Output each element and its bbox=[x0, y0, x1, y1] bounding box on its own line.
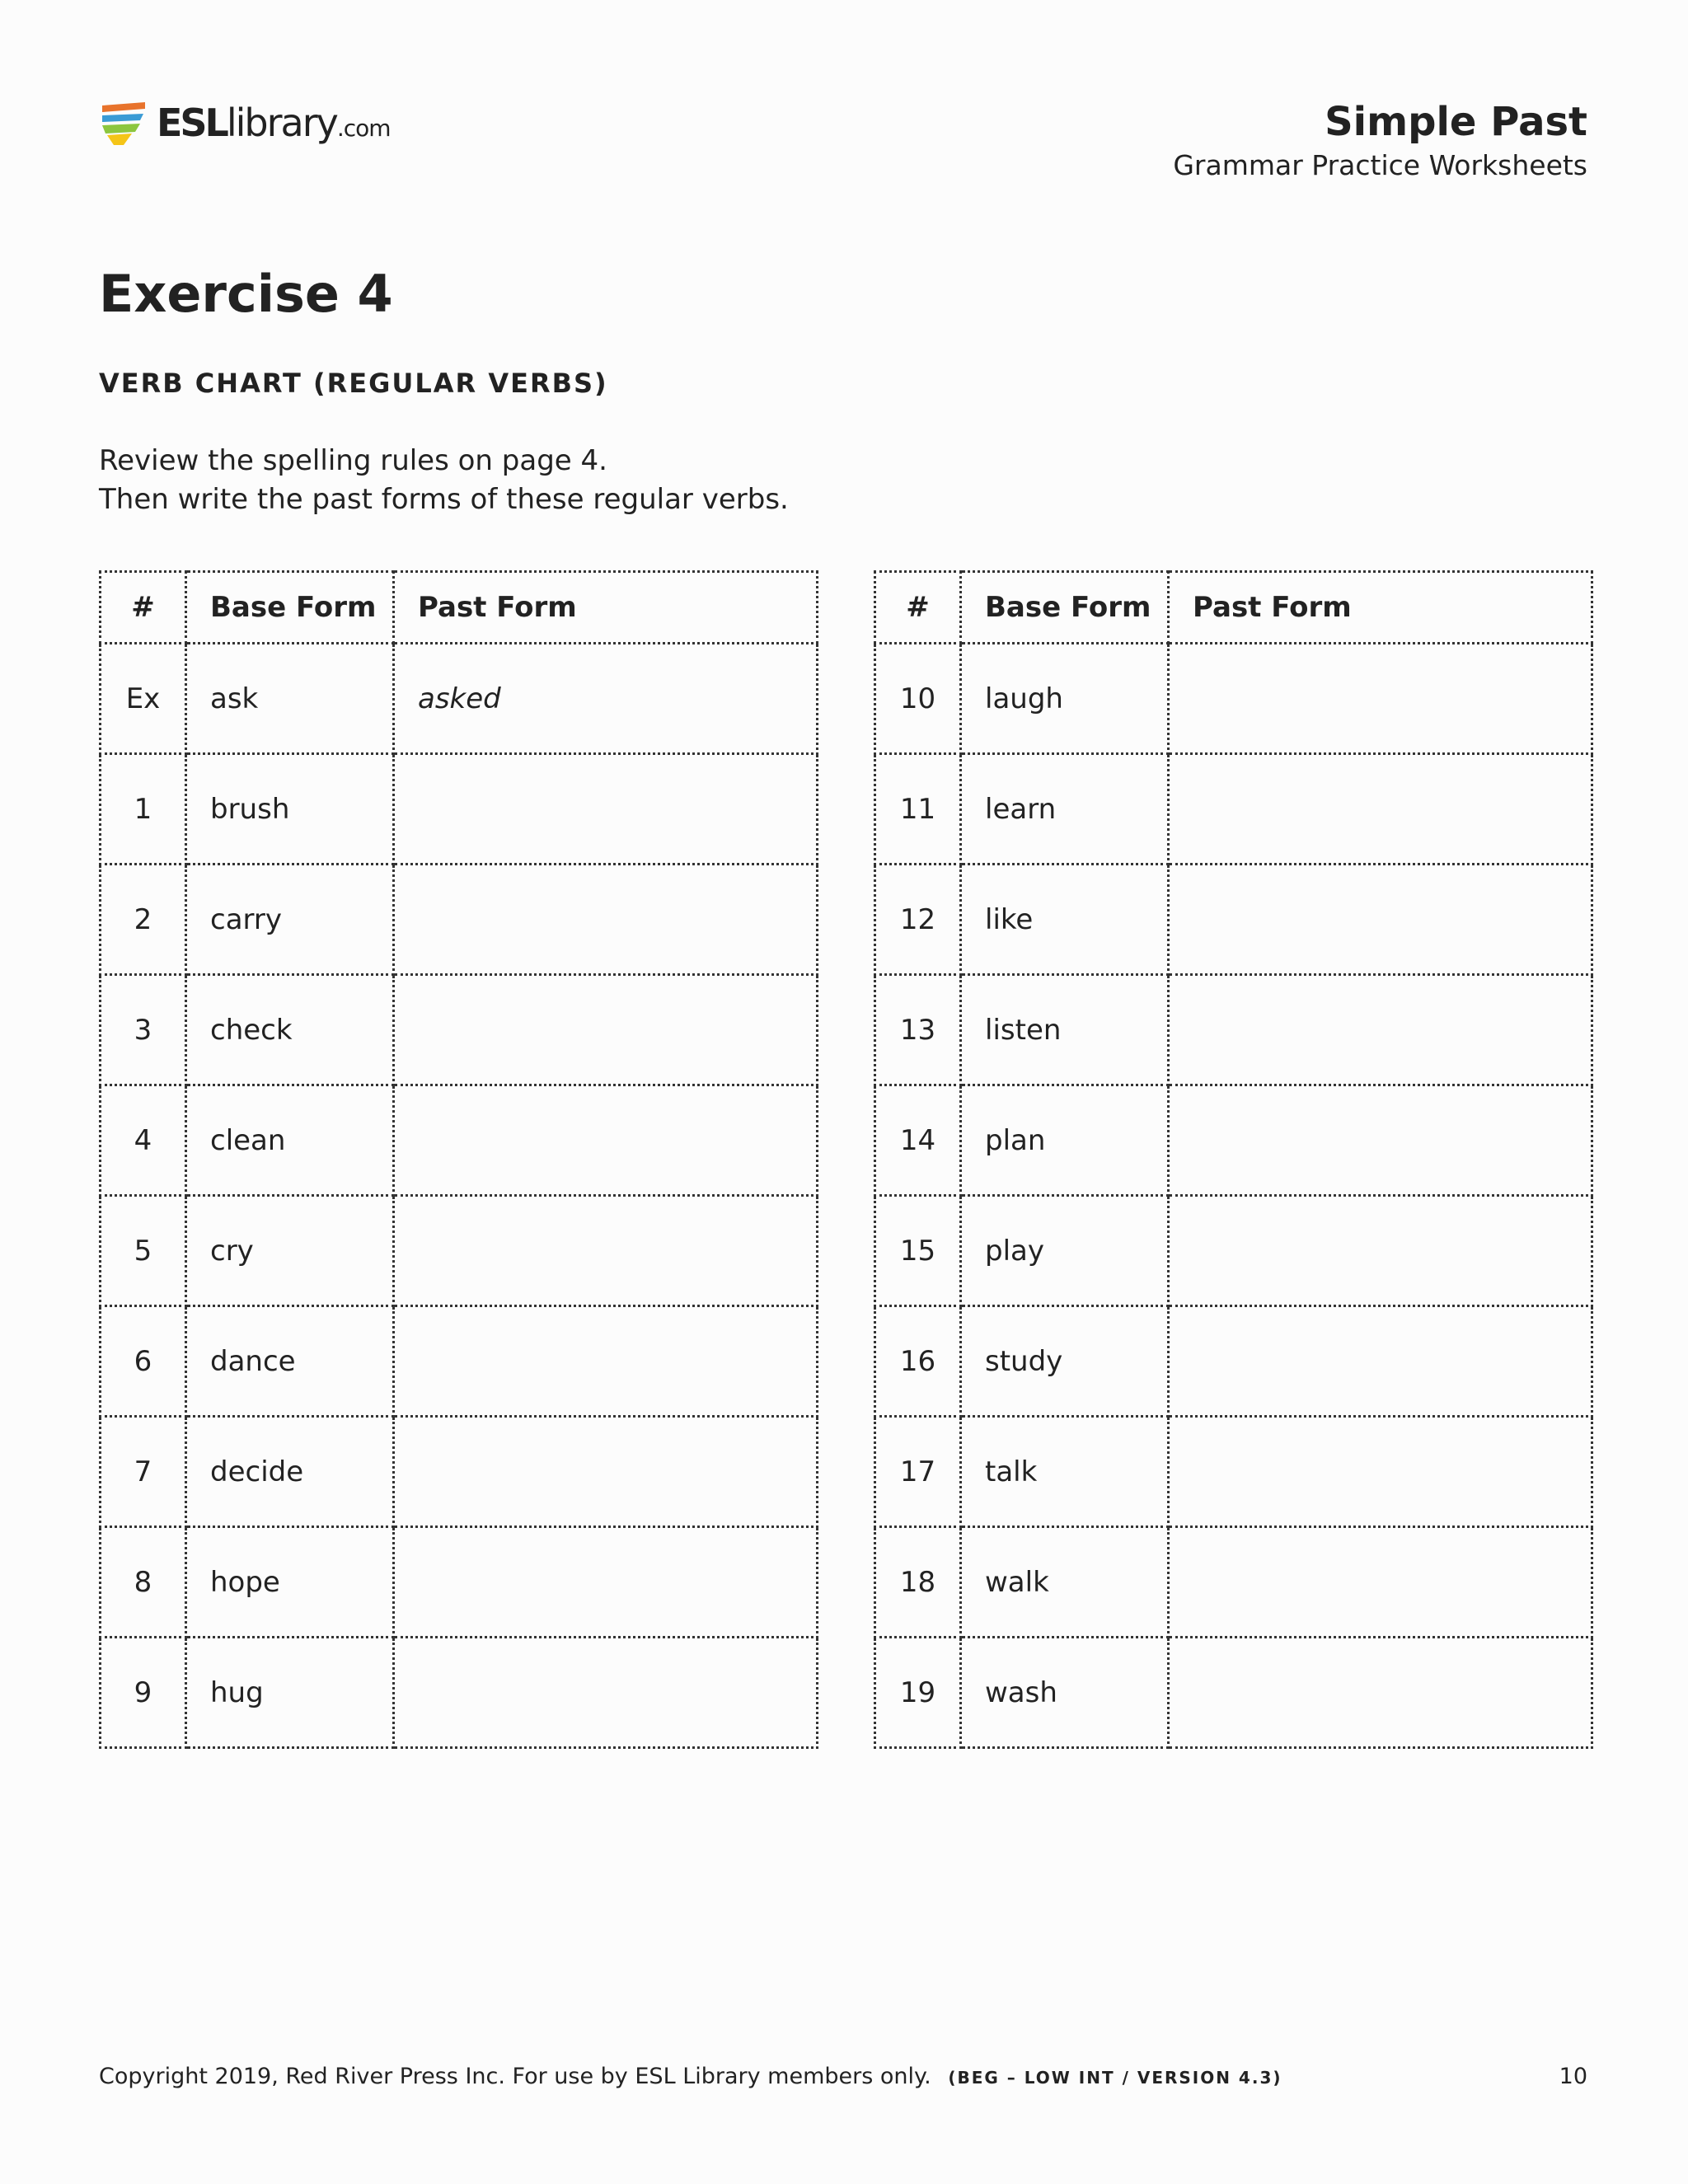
answer-cell[interactable] bbox=[1169, 1638, 1592, 1748]
row-number: 17 bbox=[875, 1417, 961, 1527]
table-row bbox=[101, 865, 818, 975]
answer-cell[interactable] bbox=[1169, 1527, 1592, 1638]
row-number: 7 bbox=[101, 1417, 186, 1527]
base-form-cell: study bbox=[961, 1306, 1169, 1417]
footer-copyright bbox=[99, 2064, 1282, 2089]
table-row bbox=[875, 1306, 1592, 1417]
row-number: 10 bbox=[875, 644, 961, 754]
table-row bbox=[875, 1527, 1592, 1638]
row-number: 14 bbox=[875, 1085, 961, 1196]
row-number: 8 bbox=[101, 1527, 186, 1638]
esl-library-logo bbox=[99, 97, 391, 148]
answer-cell[interactable] bbox=[394, 1306, 818, 1417]
level-version-label: (BEG – LOW INT / VERSION 4.3) bbox=[948, 2068, 1282, 2088]
table-row bbox=[875, 754, 1592, 865]
column-header-past-form: Past Form bbox=[394, 572, 818, 644]
answer-cell[interactable] bbox=[1169, 865, 1592, 975]
instruction-line: Review the spelling rules on page 4. bbox=[99, 444, 607, 477]
table-row bbox=[875, 1638, 1592, 1748]
base-form-cell: walk bbox=[961, 1527, 1169, 1638]
table-row bbox=[101, 1085, 818, 1196]
row-number: 12 bbox=[875, 865, 961, 975]
row-number: 3 bbox=[101, 975, 186, 1085]
table-header-row bbox=[101, 572, 818, 644]
base-form-cell: wash bbox=[961, 1638, 1169, 1748]
answer-cell[interactable] bbox=[1169, 1085, 1592, 1196]
answer-cell[interactable] bbox=[394, 1085, 818, 1196]
base-form-cell: plan bbox=[961, 1085, 1169, 1196]
table-row bbox=[101, 1417, 818, 1527]
row-number: 16 bbox=[875, 1306, 961, 1417]
table-row bbox=[101, 1527, 818, 1638]
copyright-text: Copyright 2019, Red River Press Inc. For use by ESL Library members only. bbox=[99, 2064, 931, 2089]
base-form-cell: decide bbox=[186, 1417, 394, 1527]
document-subtitle: Grammar Practice Worksheets bbox=[1173, 148, 1587, 181]
table-header-row bbox=[875, 572, 1592, 644]
row-number: 13 bbox=[875, 975, 961, 1085]
column-header-number: # bbox=[101, 572, 186, 644]
table-row bbox=[875, 975, 1592, 1085]
answer-cell[interactable] bbox=[1169, 1306, 1592, 1417]
answer-cell[interactable] bbox=[394, 1196, 818, 1306]
exercise-title: Exercise 4 bbox=[99, 264, 393, 324]
base-form-cell: talk bbox=[961, 1417, 1169, 1527]
row-number: 11 bbox=[875, 754, 961, 865]
table-row bbox=[101, 1638, 818, 1748]
answer-cell[interactable] bbox=[1169, 975, 1592, 1085]
row-number: 5 bbox=[101, 1196, 186, 1306]
base-form-cell: dance bbox=[186, 1306, 394, 1417]
table-row bbox=[101, 754, 818, 865]
base-form-cell: clean bbox=[186, 1085, 394, 1196]
base-form-cell: listen bbox=[961, 975, 1169, 1085]
row-number: Ex bbox=[101, 644, 186, 754]
column-header-number: # bbox=[875, 572, 961, 644]
base-form-cell: like bbox=[961, 865, 1169, 975]
base-form-cell: ask bbox=[186, 644, 394, 754]
row-number: 2 bbox=[101, 865, 186, 975]
instructions bbox=[99, 442, 789, 519]
answer-cell[interactable] bbox=[394, 1417, 818, 1527]
row-number: 9 bbox=[101, 1638, 186, 1748]
base-form-cell: brush bbox=[186, 754, 394, 865]
row-number: 6 bbox=[101, 1306, 186, 1417]
answer-cell[interactable] bbox=[1169, 754, 1592, 865]
verb-table-left bbox=[99, 570, 818, 1749]
base-form-cell: hope bbox=[186, 1527, 394, 1638]
answer-cell[interactable] bbox=[1169, 1417, 1592, 1527]
table-row bbox=[875, 1417, 1592, 1527]
books-stack-icon bbox=[99, 97, 150, 148]
table-row bbox=[875, 865, 1592, 975]
answer-cell[interactable] bbox=[394, 865, 818, 975]
verb-table-right bbox=[874, 570, 1593, 1749]
row-number: 19 bbox=[875, 1638, 961, 1748]
table-row bbox=[875, 644, 1592, 754]
instruction-line: Then write the past forms of these regular verbs. bbox=[99, 483, 789, 516]
logo-wordmark: ESLlibrary.com bbox=[157, 101, 391, 145]
document-title: Simple Past bbox=[1325, 99, 1587, 145]
table-row bbox=[875, 1085, 1592, 1196]
base-form-cell: carry bbox=[186, 865, 394, 975]
section-title: VERB CHART (REGULAR VERBS) bbox=[99, 368, 608, 399]
row-number: 18 bbox=[875, 1527, 961, 1638]
base-form-cell: laugh bbox=[961, 644, 1169, 754]
row-number: 15 bbox=[875, 1196, 961, 1306]
document-header bbox=[1173, 101, 1587, 181]
answer-cell[interactable] bbox=[394, 1527, 818, 1638]
table-row bbox=[875, 1196, 1592, 1306]
base-form-cell: play bbox=[961, 1196, 1169, 1306]
base-form-cell: hug bbox=[186, 1638, 394, 1748]
answer-cell[interactable] bbox=[1169, 1196, 1592, 1306]
table-row bbox=[101, 1196, 818, 1306]
answer-cell[interactable] bbox=[394, 975, 818, 1085]
row-number: 1 bbox=[101, 754, 186, 865]
row-number: 4 bbox=[101, 1085, 186, 1196]
example-answer-cell: asked bbox=[394, 644, 818, 754]
table-row bbox=[101, 975, 818, 1085]
page-number: 10 bbox=[1559, 2064, 1587, 2089]
table-row bbox=[101, 1306, 818, 1417]
base-form-cell: learn bbox=[961, 754, 1169, 865]
answer-cell[interactable] bbox=[394, 1638, 818, 1748]
base-form-cell: cry bbox=[186, 1196, 394, 1306]
answer-cell[interactable] bbox=[394, 754, 818, 865]
column-header-base-form: Base Form bbox=[186, 572, 394, 644]
column-header-past-form: Past Form bbox=[1169, 572, 1592, 644]
table-row bbox=[101, 644, 818, 754]
answer-cell[interactable] bbox=[1169, 644, 1592, 754]
column-header-base-form: Base Form bbox=[961, 572, 1169, 644]
base-form-cell: check bbox=[186, 975, 394, 1085]
